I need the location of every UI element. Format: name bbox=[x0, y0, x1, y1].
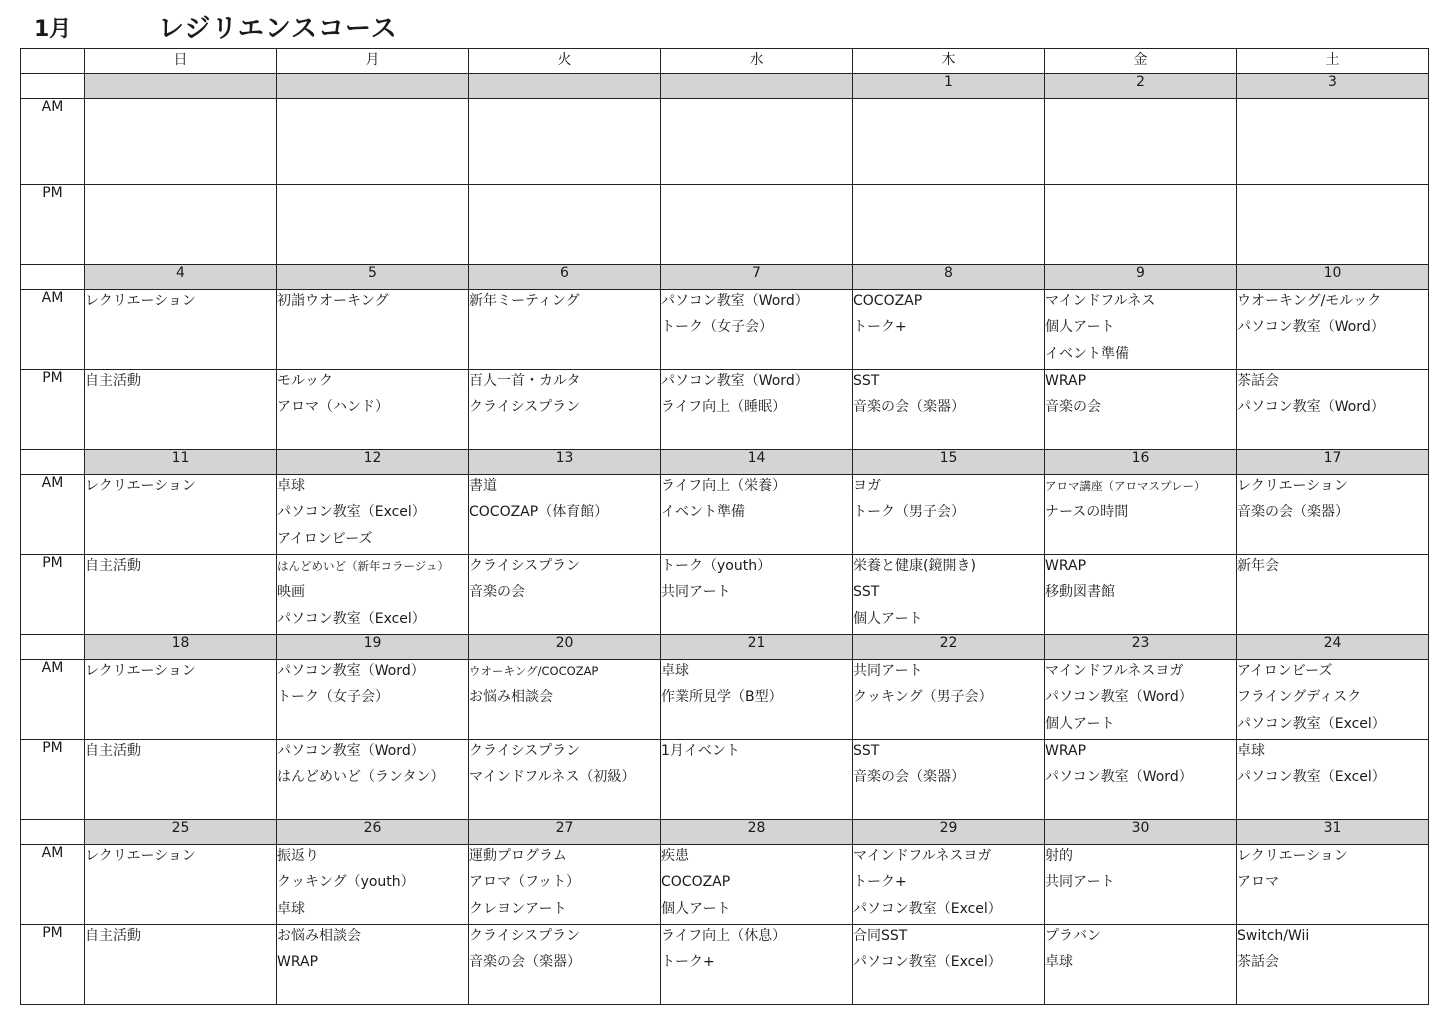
activity-item: お悩み相談会 bbox=[469, 689, 553, 706]
activity-item: WRAP bbox=[277, 954, 319, 971]
activity-item: 自主活動 bbox=[85, 743, 141, 759]
activity-item: COCOZAP bbox=[661, 874, 731, 891]
schedule-cell bbox=[853, 185, 1045, 265]
date-cell: 23 bbox=[1045, 635, 1237, 660]
activity-item: パソコン教室（Word） bbox=[1237, 319, 1385, 336]
schedule-cell bbox=[85, 925, 277, 1005]
date-cell: 30 bbox=[1045, 820, 1237, 845]
date-row bbox=[21, 74, 1429, 99]
pm-label: PM bbox=[21, 370, 85, 450]
schedule-cell bbox=[277, 845, 469, 925]
activity-item: マインドフルネスヨガ bbox=[1045, 663, 1184, 679]
schedule-cell bbox=[1237, 475, 1429, 555]
activity-item: SST bbox=[853, 743, 880, 759]
activity-item: パソコン教室（Word） bbox=[1045, 689, 1193, 706]
date-cell: 19 bbox=[277, 635, 469, 660]
schedule-cell bbox=[469, 185, 661, 265]
schedule-cell bbox=[853, 925, 1045, 1005]
date-cell: 5 bbox=[277, 265, 469, 290]
pm-row bbox=[21, 925, 1429, 1005]
date-cell: 12 bbox=[277, 450, 469, 475]
schedule-cell bbox=[469, 99, 661, 185]
schedule-cell bbox=[1045, 370, 1237, 450]
schedule-cell bbox=[469, 925, 661, 1005]
activity-item: はんどめいど（新年コラージュ） bbox=[277, 559, 450, 573]
am-label: AM bbox=[21, 845, 85, 925]
date-cell: 9 bbox=[1045, 265, 1237, 290]
activity-item: ライフ向上（睡眠） bbox=[661, 399, 787, 416]
schedule-cell bbox=[1237, 185, 1429, 265]
activity-item: お悩み相談会 bbox=[277, 928, 361, 944]
activity-item: 1月イベント bbox=[661, 743, 740, 759]
date-cell: 21 bbox=[661, 635, 853, 660]
activity-item: レクリエーション bbox=[1237, 848, 1348, 864]
date-cell: 2 bbox=[1045, 74, 1237, 99]
activity-item: クレヨンアート bbox=[469, 900, 567, 917]
activity-item: 疾患 bbox=[661, 848, 689, 864]
activity-item: 卓球 bbox=[1237, 743, 1265, 759]
activity-item: レクリエーション bbox=[85, 663, 196, 679]
activity-item: トーク+ bbox=[853, 319, 907, 336]
schedule-cell bbox=[469, 845, 661, 925]
activity-item: ライフ向上（栄養） bbox=[661, 478, 787, 494]
schedule-cell bbox=[469, 660, 661, 740]
schedule-cell bbox=[1045, 660, 1237, 740]
schedule-cell bbox=[1045, 290, 1237, 370]
schedule-cell bbox=[469, 475, 661, 555]
schedule-cell bbox=[1045, 475, 1237, 555]
schedule-cell bbox=[661, 845, 853, 925]
schedule-cell bbox=[277, 475, 469, 555]
activity-item: 作業所見学（B型） bbox=[661, 689, 783, 706]
schedule-cell bbox=[469, 555, 661, 635]
date-cell: 6 bbox=[469, 265, 661, 290]
schedule-cell bbox=[277, 555, 469, 635]
schedule-cell bbox=[661, 99, 853, 185]
activity-item: 百人一首・カルタ bbox=[469, 373, 581, 389]
am-label: AM bbox=[21, 290, 85, 370]
month-label: 1月 bbox=[34, 17, 72, 42]
page-title: レジリエンスコース bbox=[158, 14, 398, 44]
activity-item: トーク（女子会） bbox=[277, 689, 389, 706]
activity-item: COCOZAP（体育館） bbox=[469, 504, 609, 521]
date-cell bbox=[277, 74, 469, 99]
activity-item: レクリエーション bbox=[1237, 478, 1348, 494]
schedule-cell bbox=[1237, 555, 1429, 635]
am-row bbox=[21, 660, 1429, 740]
schedule-cell bbox=[277, 370, 469, 450]
activity-item: モルック bbox=[277, 373, 333, 389]
schedule-cell bbox=[277, 185, 469, 265]
date-cell: 8 bbox=[853, 265, 1045, 290]
activity-item: 音楽の会 bbox=[469, 584, 525, 601]
date-cell: 29 bbox=[853, 820, 1045, 845]
activity-item: ヨガ bbox=[853, 478, 881, 494]
schedule-cell bbox=[853, 845, 1045, 925]
date-cell: 20 bbox=[469, 635, 661, 660]
schedule-cell bbox=[1237, 99, 1429, 185]
activity-item: パソコン教室（Excel） bbox=[1237, 769, 1386, 786]
activity-item: 茶話会 bbox=[1237, 954, 1279, 971]
pm-row bbox=[21, 740, 1429, 820]
schedule-cell bbox=[85, 845, 277, 925]
schedule-cell bbox=[661, 185, 853, 265]
am-label: AM bbox=[21, 475, 85, 555]
date-cell: 15 bbox=[853, 450, 1045, 475]
corner-cell bbox=[21, 49, 85, 74]
activity-item: 音楽の会（楽器） bbox=[853, 399, 965, 416]
schedule-cell bbox=[1045, 99, 1237, 185]
activity-item: クッキング（youth） bbox=[277, 874, 415, 891]
schedule-cell bbox=[661, 660, 853, 740]
schedule-cell bbox=[277, 925, 469, 1005]
date-cell: 14 bbox=[661, 450, 853, 475]
activity-item: Switch/Wii bbox=[1237, 928, 1310, 944]
weekday-header: 月 bbox=[277, 49, 469, 74]
schedule-cell bbox=[1045, 845, 1237, 925]
activity-item: 共同アート bbox=[661, 584, 731, 601]
weekday-header: 日 bbox=[85, 49, 277, 74]
date-cell: 26 bbox=[277, 820, 469, 845]
schedule-cell bbox=[1045, 185, 1237, 265]
date-cell bbox=[85, 74, 277, 99]
activity-item: パソコン教室（Excel） bbox=[1237, 715, 1386, 732]
am-row bbox=[21, 99, 1429, 185]
pm-label: PM bbox=[21, 555, 85, 635]
date-cell: 11 bbox=[85, 450, 277, 475]
schedule-cell bbox=[85, 475, 277, 555]
date-row bbox=[21, 635, 1429, 660]
am-row bbox=[21, 290, 1429, 370]
activity-item: クッキング（男子会） bbox=[853, 689, 993, 706]
schedule-cell bbox=[277, 290, 469, 370]
calendar-body bbox=[21, 49, 1429, 1005]
activity-item: イベント準備 bbox=[1045, 345, 1129, 362]
am-row bbox=[21, 475, 1429, 555]
schedule-cell bbox=[469, 370, 661, 450]
schedule-cell bbox=[1045, 740, 1237, 820]
date-cell: 17 bbox=[1237, 450, 1429, 475]
schedule-cell bbox=[661, 925, 853, 1005]
schedule-cell bbox=[1237, 925, 1429, 1005]
activity-item: ライフ向上（休息） bbox=[661, 928, 787, 944]
schedule-cell bbox=[1237, 660, 1429, 740]
schedule-cell bbox=[1045, 925, 1237, 1005]
date-row-label bbox=[21, 74, 85, 99]
weekday-header: 火 bbox=[469, 49, 661, 74]
activity-item: アイロンビーズ bbox=[1237, 663, 1333, 679]
schedule-cell bbox=[853, 475, 1045, 555]
activity-item: WRAP bbox=[1045, 373, 1087, 389]
activity-item: パソコン教室（Excel） bbox=[277, 610, 426, 627]
activity-item: 卓球 bbox=[277, 900, 305, 917]
pm-label: PM bbox=[21, 185, 85, 265]
date-cell: 22 bbox=[853, 635, 1045, 660]
date-cell: 10 bbox=[1237, 265, 1429, 290]
activity-item: 合同SST bbox=[853, 928, 908, 944]
activity-item: 卓球 bbox=[1045, 954, 1073, 971]
schedule-cell bbox=[85, 99, 277, 185]
activity-item: パソコン教室（Word） bbox=[1045, 769, 1193, 786]
activity-item: トーク（youth） bbox=[661, 558, 772, 574]
am-label: AM bbox=[21, 660, 85, 740]
calendar-table bbox=[20, 48, 1429, 1005]
activity-item: アロマ（フット） bbox=[469, 874, 581, 891]
schedule-cell bbox=[853, 370, 1045, 450]
activity-item: プラバン bbox=[1045, 928, 1101, 944]
date-cell: 4 bbox=[85, 265, 277, 290]
date-row-label bbox=[21, 450, 85, 475]
activity-item: 個人アート bbox=[1045, 319, 1115, 336]
activity-item: 音楽の会（楽器） bbox=[1237, 504, 1349, 521]
weekday-header: 水 bbox=[661, 49, 853, 74]
activity-item: 卓球 bbox=[661, 663, 689, 679]
schedule-cell bbox=[1237, 845, 1429, 925]
schedule-cell bbox=[1237, 290, 1429, 370]
schedule-cell bbox=[661, 475, 853, 555]
date-cell: 13 bbox=[469, 450, 661, 475]
date-row bbox=[21, 820, 1429, 845]
activity-item: 初詣ウオーキング bbox=[277, 293, 389, 309]
activity-item: 自主活動 bbox=[85, 928, 141, 944]
date-cell: 25 bbox=[85, 820, 277, 845]
activity-item: マインドフルネスヨガ bbox=[853, 848, 992, 864]
date-row bbox=[21, 265, 1429, 290]
schedule-cell bbox=[85, 290, 277, 370]
am-label: AM bbox=[21, 99, 85, 185]
activity-item: マインドフルネス（初級） bbox=[469, 769, 636, 786]
activity-item: 運動プログラム bbox=[469, 848, 567, 864]
schedule-cell bbox=[1045, 555, 1237, 635]
activity-item: WRAP bbox=[1045, 743, 1087, 759]
activity-item: 新年会 bbox=[1237, 558, 1279, 574]
date-cell: 1 bbox=[853, 74, 1045, 99]
date-cell: 24 bbox=[1237, 635, 1429, 660]
date-cell: 16 bbox=[1045, 450, 1237, 475]
schedule-cell bbox=[85, 555, 277, 635]
activity-item: 共同アート bbox=[1045, 874, 1115, 891]
schedule-cell bbox=[853, 740, 1045, 820]
activity-item: レクリエーション bbox=[85, 478, 196, 494]
weekday-header: 金 bbox=[1045, 49, 1237, 74]
activity-item: クライシスプラン bbox=[469, 743, 581, 759]
schedule-cell bbox=[661, 740, 853, 820]
schedule-cell bbox=[661, 290, 853, 370]
activity-item: パソコン教室（Excel） bbox=[277, 504, 426, 521]
schedule-cell bbox=[1237, 740, 1429, 820]
schedule-cell bbox=[277, 99, 469, 185]
activity-item: トーク+ bbox=[661, 954, 715, 971]
activity-item: パソコン教室（Excel） bbox=[853, 900, 1002, 917]
date-row-label bbox=[21, 820, 85, 845]
date-row-label bbox=[21, 265, 85, 290]
schedule-cell bbox=[469, 740, 661, 820]
activity-item: 音楽の会（楽器） bbox=[853, 769, 965, 786]
activity-item: フライングディスク bbox=[1237, 689, 1362, 706]
am-row bbox=[21, 845, 1429, 925]
activity-item: パソコン教室（Word） bbox=[661, 293, 809, 309]
activity-item: SST bbox=[853, 373, 880, 389]
activity-item: 射的 bbox=[1045, 848, 1073, 864]
date-cell bbox=[469, 74, 661, 99]
weekday-header: 土 bbox=[1237, 49, 1429, 74]
activity-item: ウオーキング/COCOZAP bbox=[469, 664, 599, 678]
activity-item: トーク（女子会） bbox=[661, 319, 773, 336]
schedule-cell bbox=[277, 740, 469, 820]
pm-label: PM bbox=[21, 925, 85, 1005]
activity-item: トーク（男子会） bbox=[853, 504, 965, 521]
schedule-cell bbox=[853, 99, 1045, 185]
activity-item: パソコン教室（Word） bbox=[277, 743, 425, 759]
activity-item: トーク+ bbox=[853, 874, 907, 891]
activity-item: 個人アート bbox=[661, 900, 731, 917]
activity-item: クライシスプラン bbox=[469, 558, 581, 574]
activity-item: 自主活動 bbox=[85, 558, 141, 574]
activity-item: クライシスプラン bbox=[469, 928, 581, 944]
activity-item: イベント準備 bbox=[661, 504, 745, 521]
activity-item: レクリエーション bbox=[85, 848, 196, 864]
activity-item: WRAP bbox=[1045, 558, 1087, 574]
activity-item: SST bbox=[853, 584, 880, 601]
date-cell: 27 bbox=[469, 820, 661, 845]
pm-row bbox=[21, 185, 1429, 265]
schedule-cell bbox=[85, 660, 277, 740]
date-cell bbox=[661, 74, 853, 99]
activity-item: アロマ（ハンド） bbox=[277, 399, 389, 416]
activity-item: アロマ講座（アロマスプレー） bbox=[1045, 479, 1206, 493]
schedule-cell bbox=[661, 555, 853, 635]
activity-item: 音楽の会 bbox=[1045, 399, 1101, 416]
schedule-cell bbox=[85, 740, 277, 820]
activity-item: パソコン教室（Excel） bbox=[853, 954, 1002, 971]
activity-item: アイロンビーズ bbox=[277, 530, 373, 547]
activity-item: 個人アート bbox=[1045, 715, 1115, 732]
pm-row bbox=[21, 555, 1429, 635]
date-cell: 28 bbox=[661, 820, 853, 845]
activity-item: 新年ミーティング bbox=[469, 293, 580, 309]
schedule-cell bbox=[1237, 370, 1429, 450]
activity-item: 音楽の会（楽器） bbox=[469, 954, 581, 971]
activity-item: 茶話会 bbox=[1237, 373, 1279, 389]
schedule-cell bbox=[85, 185, 277, 265]
weekday-header: 木 bbox=[853, 49, 1045, 74]
date-cell: 3 bbox=[1237, 74, 1429, 99]
weekday-header-row bbox=[21, 49, 1429, 74]
date-cell: 18 bbox=[85, 635, 277, 660]
activity-item: 個人アート bbox=[853, 610, 923, 627]
activity-item: アロマ bbox=[1237, 874, 1279, 891]
schedule-cell bbox=[469, 290, 661, 370]
schedule-cell bbox=[661, 370, 853, 450]
schedule-cell bbox=[853, 555, 1045, 635]
date-cell: 7 bbox=[661, 265, 853, 290]
activity-item: ナースの時間 bbox=[1045, 504, 1129, 521]
activity-item: レクリエーション bbox=[85, 293, 196, 309]
date-row-label bbox=[21, 635, 85, 660]
activity-item: パソコン教室（Word） bbox=[1237, 399, 1385, 416]
schedule-cell bbox=[853, 290, 1045, 370]
activity-item: 移動図書館 bbox=[1045, 584, 1115, 601]
activity-item: マインドフルネス bbox=[1045, 293, 1156, 309]
activity-item: 自主活動 bbox=[85, 373, 141, 389]
schedule-cell bbox=[277, 660, 469, 740]
pm-label: PM bbox=[21, 740, 85, 820]
activity-item: 振返り bbox=[277, 848, 319, 864]
activity-item: はんどめいど（ランタン） bbox=[277, 769, 445, 786]
activity-item: パソコン教室（Word） bbox=[277, 663, 425, 679]
activity-item: パソコン教室（Word） bbox=[661, 373, 809, 389]
schedule-cell bbox=[85, 370, 277, 450]
activity-item: 卓球 bbox=[277, 478, 305, 494]
activity-item: COCOZAP bbox=[853, 293, 923, 309]
activity-item: 栄養と健康(鏡開き) bbox=[853, 558, 976, 574]
activity-item: クライシスプラン bbox=[469, 399, 581, 416]
schedule-cell bbox=[853, 660, 1045, 740]
date-row bbox=[21, 450, 1429, 475]
activity-item: 共同アート bbox=[853, 663, 923, 679]
activity-item: 映画 bbox=[277, 584, 305, 601]
date-cell: 31 bbox=[1237, 820, 1429, 845]
activity-item: 書道 bbox=[469, 478, 497, 494]
pm-row bbox=[21, 370, 1429, 450]
activity-item: ウオーキング/モルック bbox=[1237, 293, 1382, 309]
